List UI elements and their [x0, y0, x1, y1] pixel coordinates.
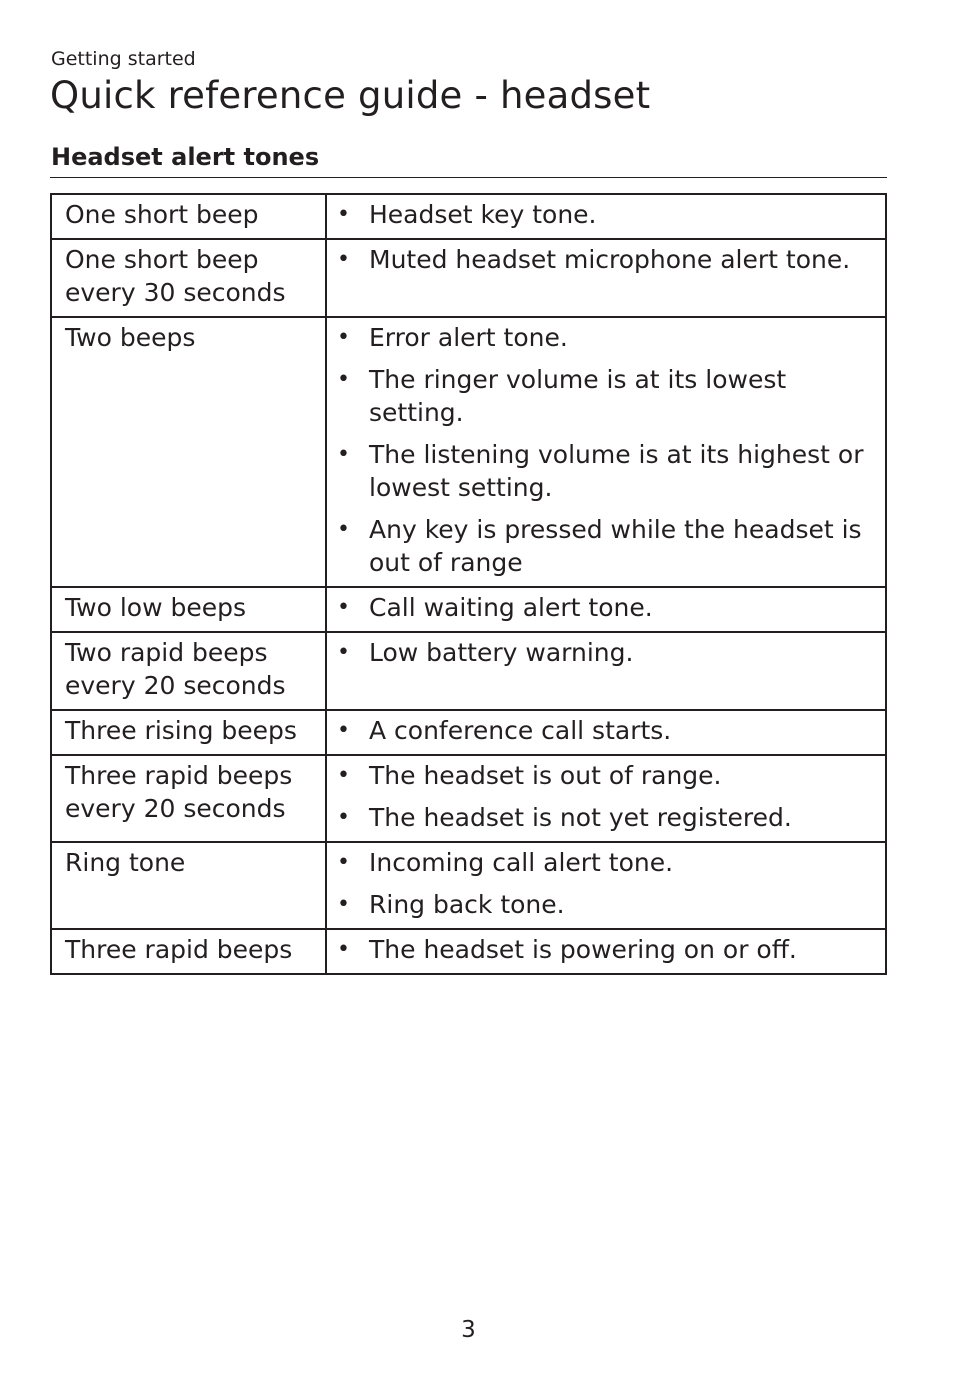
- description-text: A conference call starts.: [369, 716, 672, 745]
- table-row: [51, 194, 886, 239]
- list-item: [337, 759, 881, 792]
- list-item: [337, 591, 881, 624]
- table-row: [51, 929, 886, 974]
- bullet-icon: •: [337, 805, 350, 830]
- page-title: Quick reference guide - headset: [50, 74, 651, 117]
- bullet-icon: •: [337, 325, 350, 350]
- bullet-icon: •: [337, 367, 350, 392]
- description-text: Ring back tone.: [369, 890, 565, 919]
- bullet-icon: •: [337, 640, 350, 665]
- description-list: [337, 714, 881, 747]
- tone-name-cell: Ring tone: [51, 842, 326, 929]
- description-list: [337, 636, 881, 669]
- description-list: [337, 933, 881, 966]
- list-item: [337, 846, 881, 879]
- table-row: [51, 842, 886, 929]
- tone-name-cell: Three rapid beeps: [51, 929, 326, 974]
- bullet-icon: •: [337, 202, 350, 227]
- page-number: 3: [461, 1317, 476, 1343]
- tone-name-cell: Three rising beeps: [51, 710, 326, 755]
- tone-description-cell: [326, 239, 886, 317]
- section-title: Headset alert tones: [51, 143, 320, 171]
- description-list: [337, 591, 881, 624]
- tone-name-cell: One short beep every 30 seconds: [51, 239, 326, 317]
- description-list: [337, 198, 881, 231]
- tone-name-cell: Two low beeps: [51, 587, 326, 632]
- tone-name-cell: One short beep: [51, 194, 326, 239]
- tone-description-cell: [326, 842, 886, 929]
- list-item: [337, 321, 881, 354]
- tone-name-cell: Three rapid beeps every 20 seconds: [51, 755, 326, 842]
- description-text: Low battery warning.: [369, 638, 634, 667]
- tone-description-cell: [326, 632, 886, 710]
- breadcrumb: Getting started: [51, 48, 196, 70]
- description-text: The headset is out of range.: [369, 761, 722, 790]
- list-item: [337, 438, 881, 504]
- description-list: [337, 759, 881, 834]
- list-item: [337, 888, 881, 921]
- description-text: Muted headset microphone alert tone.: [369, 245, 851, 274]
- list-item: [337, 636, 881, 669]
- table-row: [51, 710, 886, 755]
- table-row: [51, 587, 886, 632]
- bullet-icon: •: [337, 763, 350, 788]
- description-text: The headset is not yet registered.: [369, 803, 792, 832]
- description-text: Any key is pressed while the headset is out of range: [369, 515, 862, 577]
- description-list: [337, 846, 881, 921]
- tone-description-cell: [326, 587, 886, 632]
- description-text: Error alert tone.: [369, 323, 568, 352]
- tone-name-cell: Two rapid beeps every 20 seconds: [51, 632, 326, 710]
- section-divider: [50, 177, 887, 178]
- description-text: The ringer volume is at its lowest setting.: [369, 365, 787, 427]
- list-item: [337, 243, 881, 276]
- bullet-icon: •: [337, 937, 350, 962]
- table-row: [51, 317, 886, 587]
- tone-description-cell: [326, 755, 886, 842]
- tone-description-cell: [326, 710, 886, 755]
- list-item: [337, 513, 881, 579]
- bullet-icon: •: [337, 892, 350, 917]
- tone-name-cell: Two beeps: [51, 317, 326, 587]
- list-item: [337, 363, 881, 429]
- description-text: Incoming call alert tone.: [369, 848, 674, 877]
- description-text: Call waiting alert tone.: [369, 593, 653, 622]
- description-text: The listening volume is at its highest or lowest setting.: [369, 440, 864, 502]
- table-row: [51, 632, 886, 710]
- tone-description-cell: [326, 929, 886, 974]
- table-row: [51, 755, 886, 842]
- alert-tones-table: [50, 193, 887, 975]
- bullet-icon: •: [337, 442, 350, 467]
- list-item: [337, 714, 881, 747]
- description-list: [337, 243, 881, 276]
- bullet-icon: •: [337, 718, 350, 743]
- description-text: Headset key tone.: [369, 200, 597, 229]
- alert-tones-table-body: [51, 194, 886, 974]
- list-item: [337, 933, 881, 966]
- bullet-icon: •: [337, 850, 350, 875]
- bullet-icon: •: [337, 517, 350, 542]
- table-row: [51, 239, 886, 317]
- description-text: The headset is powering on or off.: [369, 935, 797, 964]
- list-item: [337, 801, 881, 834]
- description-list: [337, 321, 881, 579]
- tone-description-cell: [326, 194, 886, 239]
- bullet-icon: •: [337, 247, 350, 272]
- bullet-icon: •: [337, 595, 350, 620]
- tone-description-cell: [326, 317, 886, 587]
- list-item: [337, 198, 881, 231]
